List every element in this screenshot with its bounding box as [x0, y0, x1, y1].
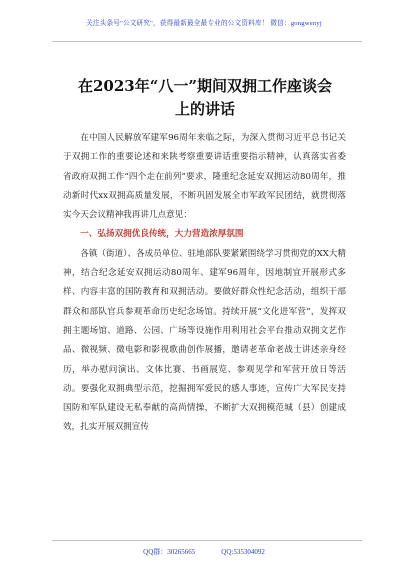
document-body	[63, 129, 346, 438]
footer-qq[interactable]: QQ:535304092	[221, 548, 265, 556]
intro-paragraph: 在中国人民解放军建军96周年来临之际，为深入贯彻习近平总书记关于双拥工作的重要论述和来陕考察重要讲话重要指示精神，认真落实省委省政府双拥工作“四个走在前列”要求，隆重纪念延安双拥运动80周年，推动新时代xx双拥高质量发展，不断巩固发展全市军政军民团结，就贯彻落实今天会议精神我再讲几点意见：	[63, 133, 346, 221]
title-line-2: 上的讲话	[174, 100, 235, 118]
section-heading: 一、弘扬双拥优良传统，大力营造浓厚氛围	[80, 229, 244, 240]
footer-divider	[52, 540, 362, 541]
title-line-1: 在2023年“八一”期间双拥工作座谈会	[77, 77, 332, 95]
footer	[0, 547, 408, 557]
footer-qq-group[interactable]: QQ群：30265665	[143, 548, 196, 556]
document-title	[40, 75, 370, 121]
header-divider	[52, 41, 362, 42]
top-banner[interactable]: 关注头条号"公文研究"，获得最新最全最专业的公文资料库！ 微信：gongwenyj	[86, 20, 322, 27]
section-paragraph: 各镇（街道）、各成员单位、驻地部队要紧紧围绕学习贯彻党的XX大精神，结合纪念延安双拥运动80周年、建军96周年，因地制宜开展形式多样、内容丰富的国防教育和双拥活动。要做好群众性纪念活动，组织干部群众和部队官兵参观革命历史纪念场馆。持续开展“文化进军营”，发挥双拥主题场馆、道路、公园、广场等设施作用利用社会平台推动双拥文艺作品、微视频、微电影和影视歌曲创作展播，邀请老革命老战士讲述亲身经历，举办慰问演出、文体比赛、书画展览、参观见学和军营开放日等活动。要强化双拥典型示范，挖掘拥军爱民的感人事迹，宣传广大军民支持国防和军队建设无私奉献的高尚情操，不断扩大双拥模范城（县）创建成效，扎实开展双拥宣传	[63, 248, 346, 433]
